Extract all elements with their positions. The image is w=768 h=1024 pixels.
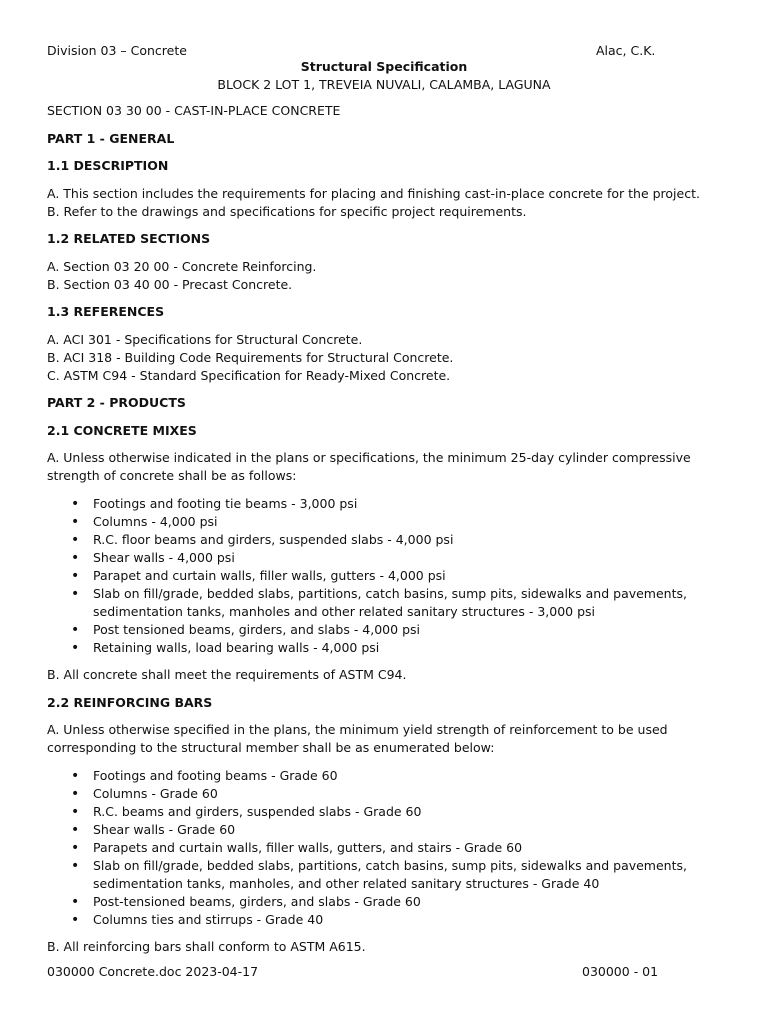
list-item: • Shear walls - 4,000 psi (93, 549, 727, 567)
list-item: • Slab on fill/grade, bedded slabs, partitions, catch basins, sump pits, sidewalks and pavements, sedimentation tanks, manholes and other related sanitary structures - 3,000 psi (93, 585, 727, 621)
references-heading: 1.3 REFERENCES (47, 304, 165, 319)
list-item: • Post tensioned beams, girders, and slabs - 4,000 psi (93, 621, 727, 639)
reinforcing-bars-heading: 2.2 REINFORCING BARS (47, 694, 213, 710)
description-paragraph (47, 185, 727, 221)
list-item: • R.C. floor beams and girders, suspended slabs - 4,000 psi (93, 531, 727, 549)
references-paragraph (47, 331, 727, 385)
header-author: Alac, C.K. (596, 43, 656, 58)
list-item: • R.C. beams and girders, suspended slabs - Grade 60 (93, 803, 727, 821)
reference-a: A. ACI 301 - Specifications for Structural Concrete. (47, 331, 363, 347)
list-item: • Post-tensioned beams, girders, and slabs - Grade 60 (93, 893, 727, 911)
list-item: • Shear walls - Grade 60 (93, 821, 727, 839)
footer-filename: 030000 Concrete.doc 2023-04-17 (47, 964, 259, 979)
concrete-strength-list (47, 495, 727, 657)
header-division: Division 03 – Concrete (47, 43, 187, 58)
list-item: • Columns - Grade 60 (93, 785, 727, 803)
description-item-a: A. This section includes the requirements for placing and finishing cast-in-place concrete for the project. (47, 185, 700, 201)
description-item-b: B. Refer to the drawings and specifications for specific project requirements. (47, 203, 527, 219)
list-item: • Parapets and curtain walls, filler walls, gutters, and stairs - Grade 60 (93, 839, 727, 857)
concrete-mixes-heading: 2.1 CONCRETE MIXES (47, 422, 197, 438)
footer-page-number: 030000 - 01 (582, 964, 659, 979)
concrete-mixes-intro: A. Unless otherwise indicated in the plans or specifications, the minimum 25-day cylinder compressive strength of concrete shall be as follows: (47, 450, 691, 483)
section-title: SECTION 03 30 00 - CAST-IN-PLACE CONCRETE (47, 103, 341, 118)
part1-heading: PART 1 - GENERAL (47, 130, 175, 146)
document-title: Structural Specification (300, 59, 468, 74)
list-item: • Footings and footing beams - Grade 60 (93, 767, 727, 785)
reinforcement-grade-list (47, 767, 727, 929)
list-item: • Parapet and curtain walls, filler walls, gutters - 4,000 psi (93, 567, 727, 585)
related-sections-heading: 1.2 RELATED SECTIONS (47, 231, 211, 246)
list-item: • Retaining walls, load bearing walls - 4,000 psi (93, 639, 727, 657)
description-heading: 1.1 DESCRIPTION (47, 158, 169, 173)
list-item: • Slab on fill/grade, bedded slabs, partitions, catch basins, sump pits, sidewalks and pavements, sedimentation tanks, manholes, and other related sanitary structures - Grade 40 (93, 857, 727, 893)
related-section-b: B. Section 03 40 00 - Precast Concrete. (47, 276, 293, 292)
list-item: • Footings and footing tie beams - 3,000 psi (93, 495, 727, 513)
reference-c: C. ASTM C94 - Standard Specification for Ready-Mixed Concrete. (47, 367, 451, 383)
reinforcing-bars-intro: A. Unless otherwise specified in the plans, the minimum yield strength of reinforcement to be used corresponding to the structural member shall be as enumerated below: (47, 722, 668, 755)
reinforcing-bars-b: B. All reinforcing bars shall conform to ASTM A615. (47, 939, 366, 954)
reference-b: B. ACI 318 - Building Code Requirements for Structural Concrete. (47, 349, 454, 365)
related-section-a: A. Section 03 20 00 - Concrete Reinforcing. (47, 258, 317, 274)
concrete-mixes-b: B. All concrete shall meet the requirements of ASTM C94. (47, 667, 407, 682)
related-sections-paragraph (47, 258, 727, 294)
list-item: • Columns ties and stirrups - Grade 40 (93, 911, 727, 929)
document-body (47, 102, 727, 966)
list-item: • Columns - 4,000 psi (93, 513, 727, 531)
document-subtitle: BLOCK 2 LOT 1, TREVEIA NUVALI, CALAMBA, LAGUNA (217, 77, 551, 92)
part2-heading: PART 2 - PRODUCTS (47, 395, 186, 410)
